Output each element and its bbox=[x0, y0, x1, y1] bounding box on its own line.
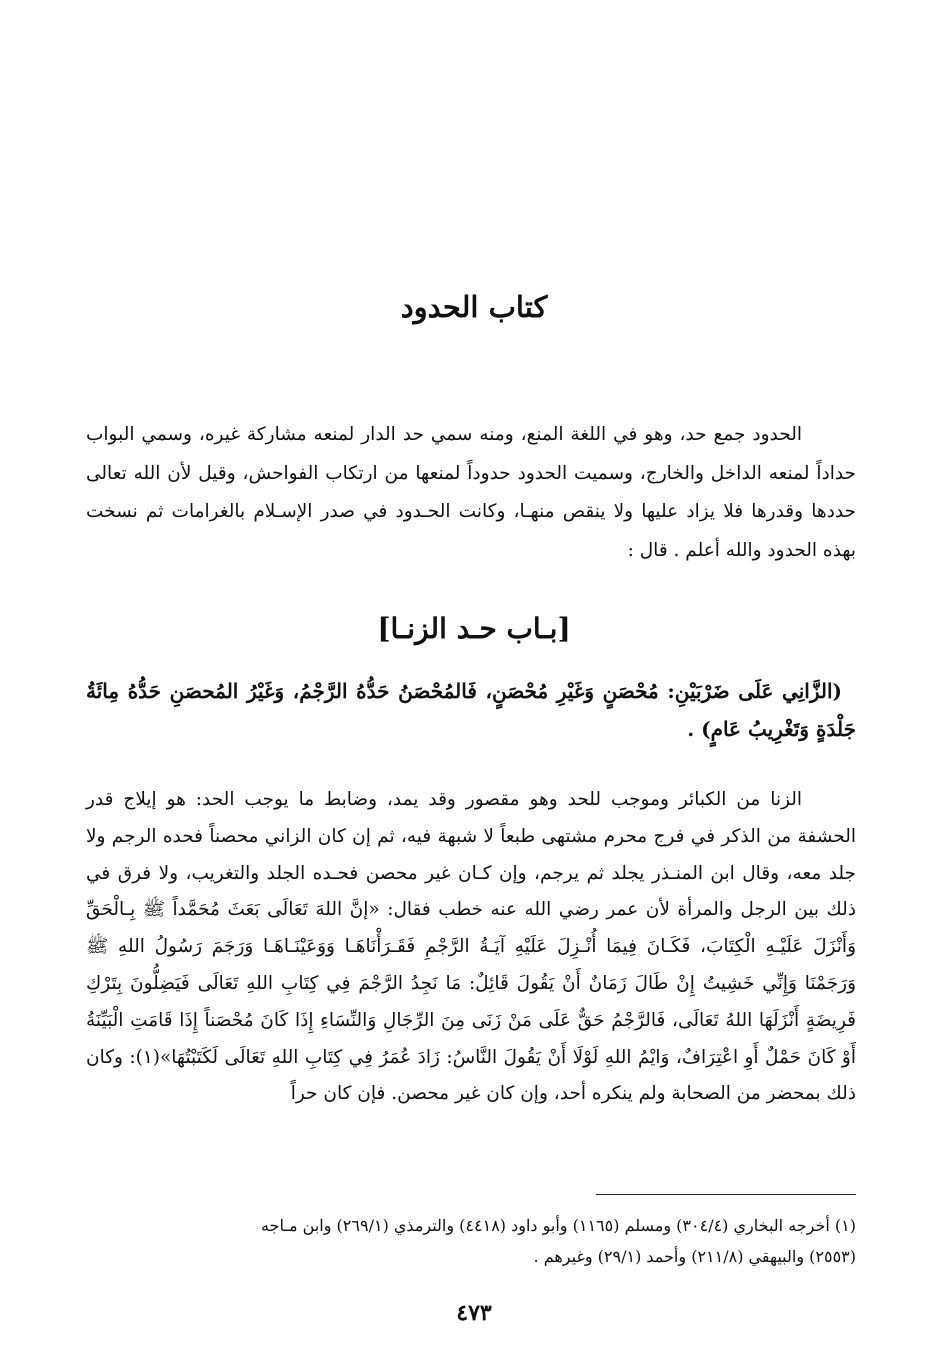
commentary-text: الزنا من الكبائر وموجب للحد وهو مقصور وقد يمد، وضابط ما يوجب الحد: هو إيلاج قدر الحشفة من الذكر في فرج محرم مشتهى طبعاً لا شبهة فيه، ثم إن كان الزاني محصناً فحده الرجم ولا جلد معه، وقال ابن المنـذر يجلد ثم يرجم، وإن كـان غير محصن فحـده الجلد والتغريب، ولا فرق في ذلك بين الرجل والمرأة لأن عمر رضي الله عنه خطب فقال: «إنَّ اللهَ تَعَالَى بَعَثَ مُحَمَّداً ﷺ بِـالْحَقِّ وَأَنْزَلَ عَلَيْـهِ الْكِتَابَ، فَكَـانَ فِيمَا أُنْـزِلَ عَلَيْهِ آيَـةُ الرَّجْمِ فَقَـرَأْنَاهَـا وَوَعَيْنَـاهَـا وَرَجَمَ رَسُولُ اللهِ ﷺ وَرَجَمْنَا وَإِنِّي خَشِيتُ إِنْ طَالَ زَمَانٌ أَنْ يَقُولَ قَائِلٌ: مَا نَجِدُ الرَّجْمَ فِي كِتَابِ اللهِ تَعَالَى فَيَضِلُّونَ بِتَرْكِ فَرِيضَةٍ أَنْزَلَهَا اللهُ تَعَالَى، فَالرَّجْمُ حَقٌّ عَلَى مَنْ زَنَى مِنَ الرِّجَالِ وَالنِّسَاءِ إِذَا كَانَ مُحْصَناً إِذَا قَامَتِ الْبَيِّنَةُ أَوْ كَانَ حَمْلٌ أَوِ اعْتِرَافٌ، وَايْمُ اللهِ لَوْلَا أَنْ يَقُولَ النَّاسُ: زَادَ عُمَرُ فِي كِتَابِ اللهِ تَعَالَى لَكَتَبْتُهَا»(١): وكان ذلك بمحضر من الصحابة ولم ينكره أحد، وإن كان غير محصن. فإن كان حراً bbox=[86, 789, 856, 1105]
chapter-heading: [بـاب حـد الزنـا] bbox=[377, 612, 571, 645]
footnote-line: (١) أخرجه البخاري (٣٠٤/٤) ومسلم (١١٦٥) وأبو داود (٤٤١٨) والترمذي (٢٦٩/١) وابن مـاجه bbox=[260, 1216, 856, 1235]
footnote-line: (٢٥٥٣) والبيهقي (٢١١/٨) وأحمد (٢٩/١) وغيرهم . bbox=[533, 1247, 856, 1266]
footnotes bbox=[86, 1210, 856, 1272]
book-title: كتاب الحدود bbox=[400, 290, 548, 324]
footnote-divider bbox=[596, 1194, 856, 1195]
page-number: ٤٧٣ bbox=[456, 1300, 492, 1326]
intro-paragraph bbox=[86, 416, 856, 570]
matn-text: (الزَّانِي عَلَى ضَرْبَيْنِ: مُحْصَنٍ وَغَيْرِ مُحْصَنٍ، فَالمُحْصَنُ حَدُّهُ الرَّجْمُ، وَغَيْرُ المُحصَنِ حَدُّهُ مِائَةُ جَلْدَةٍ وَتَغْرِيبُ عَامٍ) . bbox=[86, 679, 856, 741]
intro-text: الحدود جمع حد، وهو في اللغة المنع، ومنه سمي حد الدار لمنعه مشاركة غيره، وسمي البواب حداداً لمنعه الداخل والخارج، وسميت الحدود حدوداً لمنعها من ارتكاب الفواحش، وقيل لأن الله تعالى حددها وقدرها فلا يزاد عليها ولا ينقص منهـا، وكانت الحـدود في صدر الإسـلام بالغرامات ثم نسخت بهذه الحدود والله أعلم . قال : bbox=[86, 424, 856, 561]
